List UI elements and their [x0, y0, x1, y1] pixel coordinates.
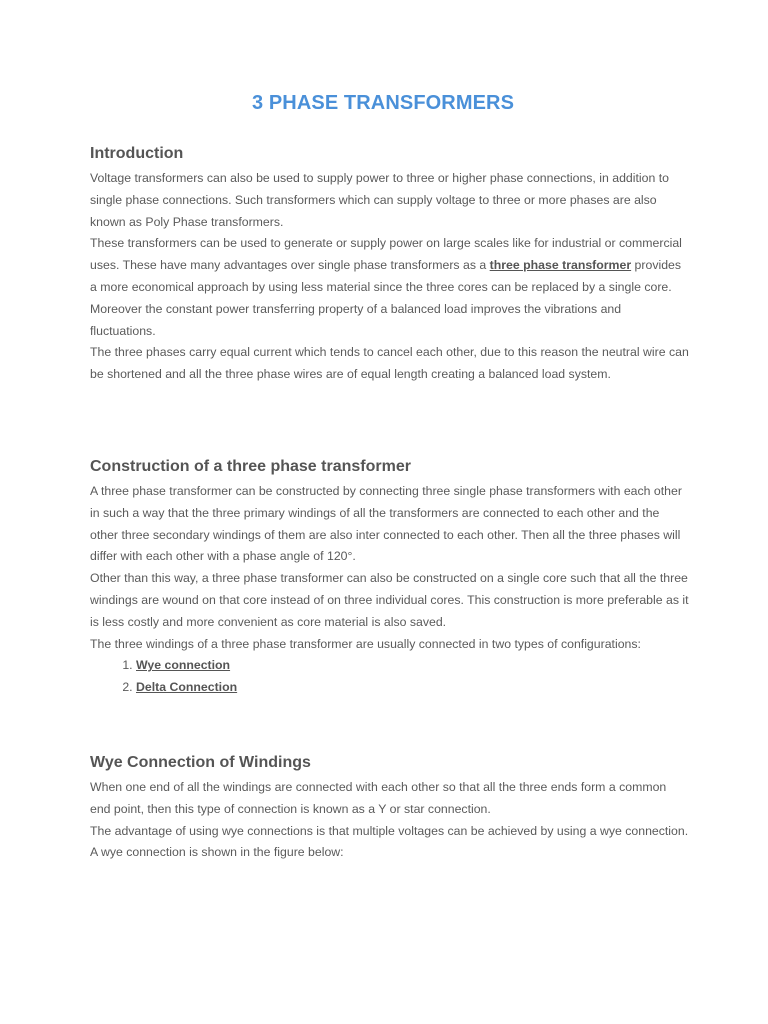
- wye-paragraph-2: The advantage of using wye connections is that multiple voltages can be achieved by using a wye connection.: [90, 823, 689, 838]
- construction-paragraph-1: A three phase transformer can be constructed by connecting three single phase transformers with each other in such a way that the three primary windings of all the transformers are connected to each other and the other three secondary windings of them are also inter connected to each other. Then all the three phases will differ with each other with a phase angle of 120°.: [90, 484, 682, 564]
- list-item: [136, 677, 690, 699]
- intro-paragraph-1: Voltage transformers can also be used to supply power to three or higher phase connections, in addition to single phase connections. Such transformers which can supply voltage to three or more phases are also known as Poly Phase transformers.: [90, 171, 669, 229]
- section-heading-wye: Wye Connection of Windings: [90, 754, 311, 771]
- intro-paragraph-2-text-after: provides a more economical approach by using less material since the three cores can be replaced by a single core.: [90, 258, 682, 294]
- list-item: [136, 655, 690, 677]
- configuration-list: [90, 655, 690, 699]
- intro-paragraph-2-text-before: These transformers can be used to generate or supply power on large scales like for industrial or commercial uses. These have many advantages over single phase transformers as a: [90, 236, 682, 273]
- section-heading-introduction: Introduction: [90, 145, 184, 162]
- page-title: 3 PHASE TRANSFORMERS: [251, 92, 515, 114]
- section-wye-connection: [90, 754, 690, 864]
- construction-paragraph-3: The three windings of a three phase transformer are usually connected in two types of configurations:: [90, 636, 641, 651]
- wye-paragraph-3: A wye connection is shown in the figure below:: [90, 845, 344, 860]
- delta-connection-link[interactable]: Delta Connection: [136, 680, 238, 695]
- wye-connection-link[interactable]: Wye connection: [136, 658, 231, 673]
- intro-paragraph-4: The three phases carry equal current which tends to cancel each other, due to this reason the neutral wire can be shortened and all the three phase wires are of equal length creating a balanced load system.: [90, 345, 689, 382]
- intro-paragraph-3: Moreover the constant power transferring property of a balanced load improves the vibrations and fluctuations.: [90, 301, 622, 338]
- section-introduction: [90, 145, 690, 386]
- section-construction: [90, 458, 690, 699]
- wye-paragraph-1: When one end of all the windings are connected with each other so that all the three ends form a common end point, then this type of connection is known as a Y or star connection.: [90, 780, 667, 816]
- intro-paragraph-2: [90, 233, 690, 298]
- section-heading-construction: Construction of a three phase transformer: [90, 458, 411, 475]
- three-phase-transformer-link[interactable]: three phase transformer: [489, 258, 632, 273]
- construction-paragraph-2: Other than this way, a three phase transformer can also be constructed on a single core such that all the three windings are wound on that core instead of on three individual cores. This construction is more preferable as it is less costly and more convenient as core material is also saved.: [90, 571, 689, 629]
